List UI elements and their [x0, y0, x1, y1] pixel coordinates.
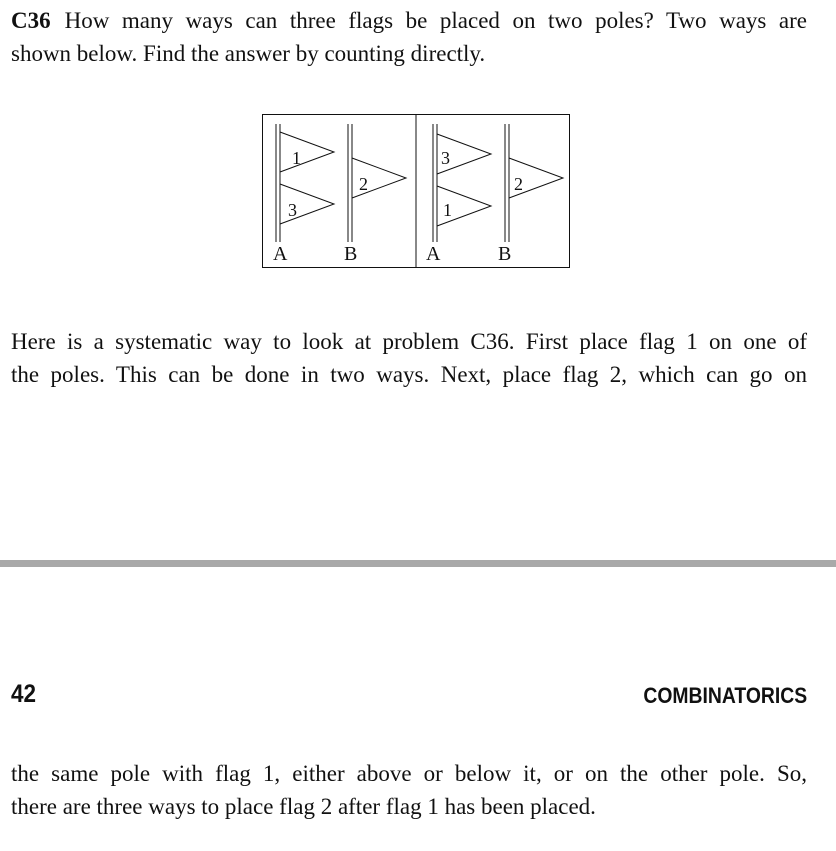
flag-label: 2: [359, 174, 368, 194]
running-head: COMBINATORICS: [643, 683, 807, 708]
flag-label: 2: [514, 174, 523, 194]
pole-a: [276, 124, 280, 242]
flag-label: 1: [292, 148, 301, 168]
pole-label-a: A: [273, 243, 288, 265]
pole-b: [348, 124, 352, 242]
flags-figure: [262, 114, 571, 270]
flag-label: 1: [443, 200, 452, 220]
flag-label: 3: [288, 200, 297, 220]
continuation-line1: the same pole with flag 1, either above or below it, or on the other pole. So,: [11, 761, 807, 786]
figure-panel-1: [273, 124, 406, 265]
problem-number: C36: [11, 8, 51, 33]
pole-b: [505, 124, 509, 242]
problem-question-line1: How many ways can three flags be placed on two poles? Two ways are: [64, 8, 807, 33]
page-break-divider: [0, 560, 836, 567]
pole-label-a: A: [426, 243, 441, 265]
continuation-line2: there are three ways to place flag 2 after flag 1 has been placed.: [11, 794, 596, 819]
page-number: 42: [11, 680, 37, 708]
problem-statement-line1: [11, 4, 807, 37]
flag-top: [280, 132, 334, 172]
solution-line2: the poles. This can be done in two ways. Next, place flag 2, which can go on: [11, 362, 807, 387]
flag-label: 3: [441, 148, 450, 168]
pole-label-b: B: [344, 243, 358, 265]
figure-panel-2: [426, 124, 563, 265]
pole-a: [433, 124, 437, 242]
solution-line1: Here is a systematic way to look at problem C36. First place flag 1 on one of: [11, 329, 807, 354]
pole-label-b: B: [498, 243, 512, 265]
problem-statement-line2: shown below. Find the answer by counting directly.: [11, 41, 486, 66]
